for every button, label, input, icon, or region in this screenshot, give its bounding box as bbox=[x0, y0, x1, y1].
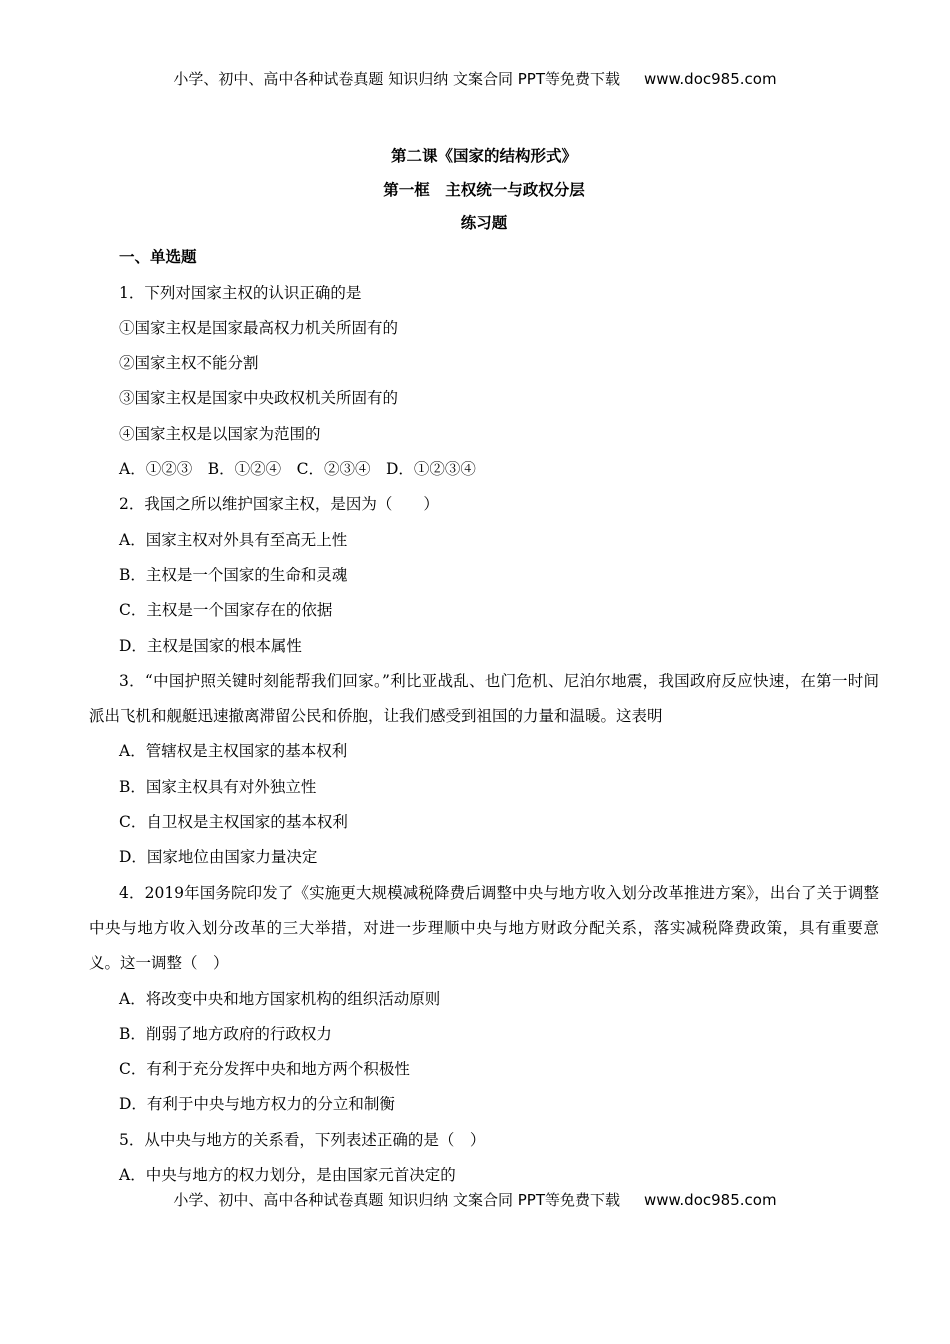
statement-item: ②国家主权不能分割 bbox=[119, 354, 259, 373]
lesson-title: 第二课《国家的结构形式》 bbox=[390, 147, 577, 165]
question-stem: 1．下列对国家主权的认识正确的是 bbox=[119, 283, 362, 302]
header-text: 小学、初中、高中各种试卷真题 知识归纳 文案合同 PPT等免费下载 bbox=[173, 70, 620, 88]
answer-option: D．国家地位由国家力量决定 bbox=[119, 848, 318, 867]
statement-item: ③国家主权是国家中央政权机关所固有的 bbox=[119, 389, 399, 408]
answer-option: A．将改变中央和地方国家机构的组织活动原则 bbox=[119, 989, 441, 1008]
page-footer bbox=[0, 1189, 950, 1210]
page-header bbox=[0, 68, 950, 89]
answer-option: A．①②③ B．①②④ C．②③④ D．①②③④ bbox=[119, 460, 476, 479]
answer-option: C．主权是一个国家存在的依据 bbox=[119, 601, 333, 620]
frame-title: 第一框 主权统一与政权分层 bbox=[383, 181, 585, 200]
header-url: www.doc985.com bbox=[643, 70, 777, 88]
footer-url: www.doc985.com bbox=[643, 1191, 777, 1209]
statement-item: ④国家主权是以国家为范围的 bbox=[119, 424, 321, 443]
question bbox=[89, 1123, 879, 1194]
answer-option: D．主权是国家的根本属性 bbox=[119, 636, 302, 655]
statement-item: ①国家主权是国家最高权力机关所固有的 bbox=[119, 318, 399, 337]
answer-option: C．自卫权是主权国家的基本权利 bbox=[119, 813, 348, 832]
question bbox=[89, 487, 879, 663]
question bbox=[89, 664, 879, 876]
answer-option: A．国家主权对外具有至高无上性 bbox=[119, 530, 348, 549]
answer-option: B．主权是一个国家的生命和灵魂 bbox=[119, 565, 348, 584]
answer-option: D．有利于中央与地方权力的分立和制衡 bbox=[119, 1095, 395, 1114]
question-stem: 3．“中国护照关键时刻能帮我们回家。”利比亚战乱、也门危机、尼泊尔地震，我国政府反应快速，在第一时间派出飞机和舰艇迅速撤离滞留公民和侨胞，让我们感受到祖国的力量和温暖。这表明 bbox=[89, 671, 879, 726]
section-heading: 一、单选题 bbox=[119, 248, 197, 267]
question-stem: 5．从中央与地方的关系看，下列表述正确的是（ ） bbox=[119, 1130, 486, 1149]
question-stem: 4．2019年国务院印发了《实施更大规模减税降费后调整中央与地方收入划分改革推进方案》，出台了关于调整中央与地方收入划分改革的三大举措，对进一步理顺中央与地方财政分配关系，落实减税降费政策，具有重要意义。这一调整（ ） bbox=[89, 883, 879, 973]
answer-option: C．有利于充分发挥中央和地方两个积极性 bbox=[119, 1060, 410, 1079]
question bbox=[89, 876, 879, 1123]
answer-option: A．中央与地方的权力划分，是由国家元首决定的 bbox=[119, 1166, 456, 1185]
footer-text: 小学、初中、高中各种试卷真题 知识归纳 文案合同 PPT等免费下载 bbox=[173, 1191, 620, 1209]
answer-option: A．管辖权是主权国家的基本权利 bbox=[119, 742, 348, 761]
subtitle: 练习题 bbox=[460, 214, 508, 233]
question bbox=[89, 276, 879, 488]
question-list bbox=[89, 276, 879, 1194]
answer-option: B．国家主权具有对外独立性 bbox=[119, 777, 317, 796]
question-stem: 2．我国之所以维护国家主权，是因为（ ） bbox=[119, 495, 439, 514]
answer-option: B．削弱了地方政府的行政权力 bbox=[119, 1024, 332, 1043]
document-body bbox=[89, 139, 879, 1193]
